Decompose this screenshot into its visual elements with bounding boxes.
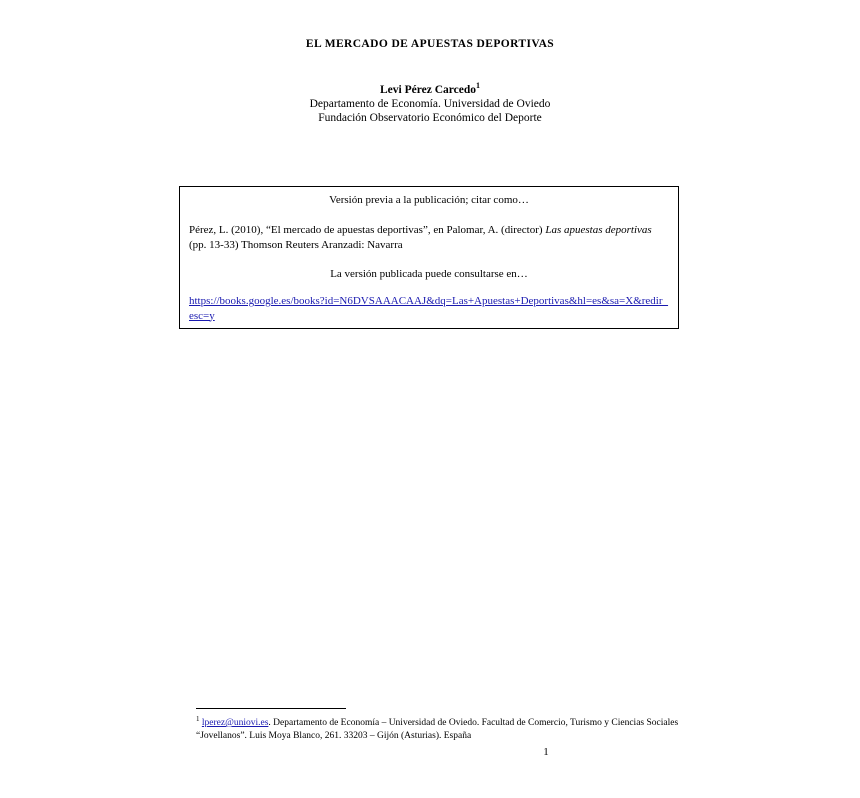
page-title: EL MERCADO DE APUESTAS DEPORTIVAS <box>305 38 555 50</box>
footnote-1 <box>196 713 716 743</box>
author-name-text: Levi Pérez Carcedo <box>379 83 476 96</box>
footnote-text: . Departamento de Economía – Universidad de Oviedo. Facultad de Comercio, Turismo y Ciencias Sociales “Jovellanos”. Luis Moya Blanco, 261. 33203 – Gijón (Asturias). España <box>196 718 679 742</box>
footnote-marker: 1 <box>196 715 200 723</box>
prepublication-notice-box <box>179 186 679 329</box>
citation-book-title: Las apuestas deportivas <box>545 224 652 236</box>
footnote-email-link[interactable]: lperez@uniovi.es <box>201 718 269 729</box>
published-version-link[interactable]: https://books.google.es/books?id=N6DVSAAACAAJ&dq=Las+Apuestas+Deportivas&hl=es&sa=X&redir_esc=y <box>189 295 669 322</box>
author-affiliation-secondary: Fundación Observatorio Económico del Deporte <box>318 111 542 124</box>
author-block <box>0 79 860 125</box>
footnote-separator <box>196 708 346 709</box>
author-name <box>0 79 860 97</box>
page-number-value: 1 <box>543 746 549 758</box>
citation-part-two: (pp. 13-33) Thomson Reuters Aranzadi: Navarra <box>189 238 403 251</box>
notice-heading: Versión previa a la publicación; citar como… <box>329 194 529 206</box>
page-number <box>0 746 860 758</box>
author-footnote-marker: 1 <box>476 81 480 90</box>
author-affiliation-primary: Departamento de Economía. Universidad de Oviedo <box>309 97 551 110</box>
notice-citation <box>189 223 669 252</box>
citation-part-one: Pérez, L. (2010), “El mercado de apuestas deportivas”, en Palomar, A. (director) <box>189 224 546 236</box>
notice-availability-text: La versión publicada puede consultarse en… <box>330 268 528 280</box>
notice-inner <box>180 187 678 323</box>
